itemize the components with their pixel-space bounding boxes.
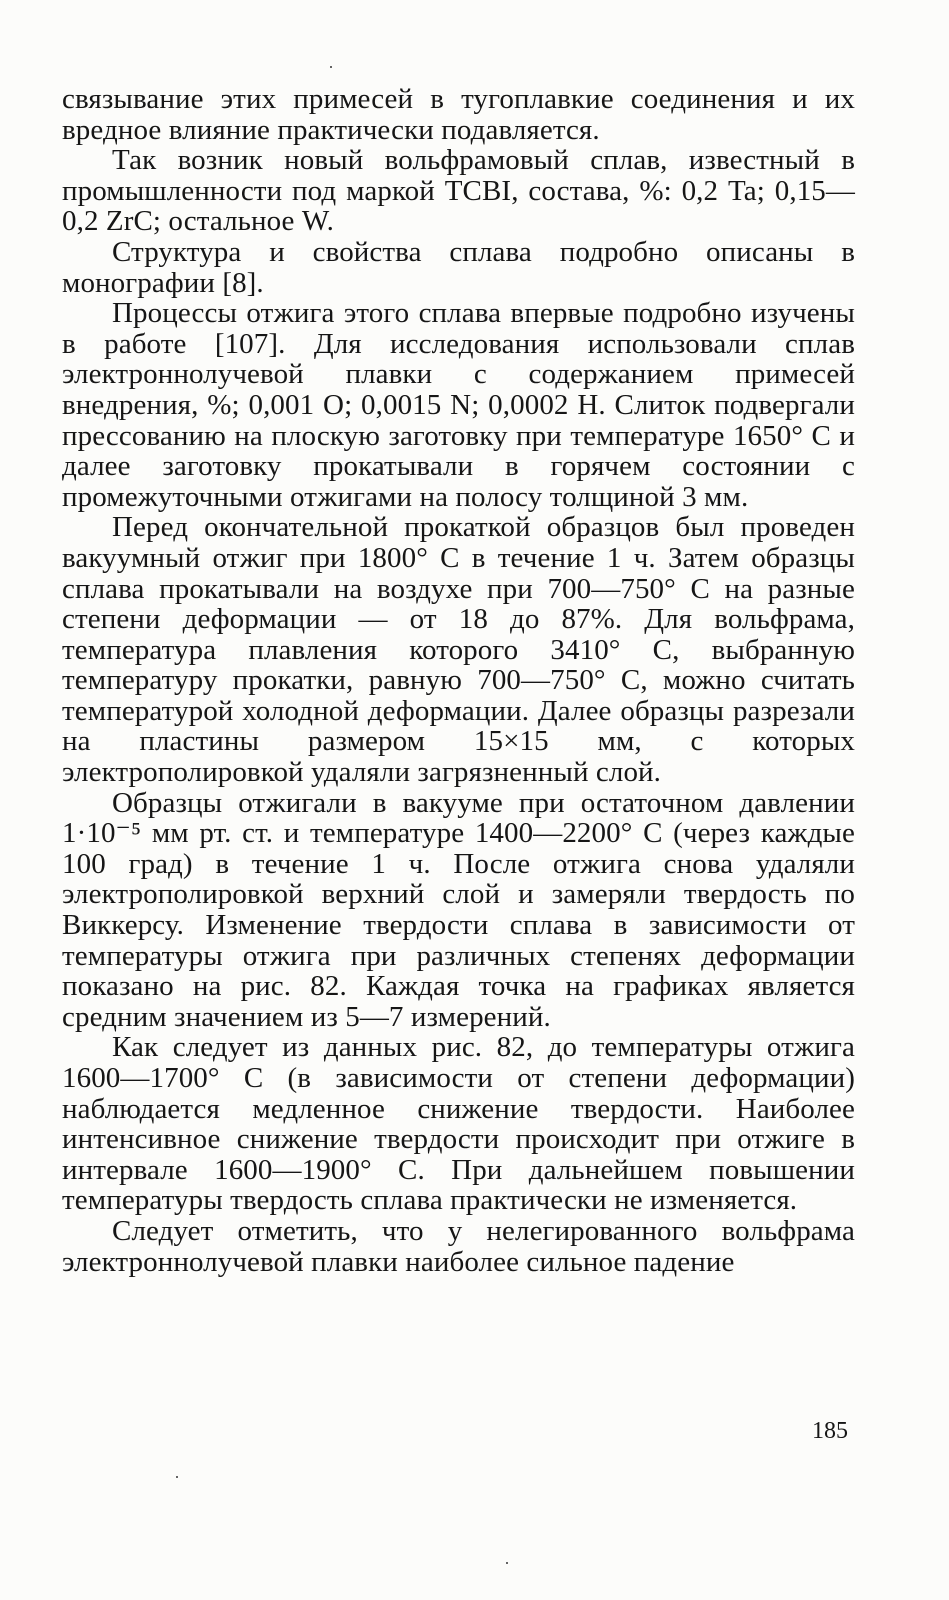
- paragraph-7: Как следует из данных рис. 82, до температуры отжига 1600—1700° C (в зависимости от степени деформации) наблюдается медленное снижение твердости. Наиболее интенсивное снижение твердости происходит при отжиге в интервале 1600—1900° C. При дальнейшем повышении температуры твердость сплава практически не изменяется.: [62, 1031, 855, 1217]
- paragraph-8: Следует отметить, что у нелегированного вольфрама электроннолучевой плавки наиболее сильное падение: [62, 1214, 855, 1278]
- page-number: 185: [812, 1418, 848, 1444]
- scan-speck: [330, 66, 332, 68]
- scan-speck: [506, 1562, 508, 1564]
- paragraph-3: Структура и свойства сплава подробно описаны в монографии [8].: [62, 235, 855, 299]
- paragraph-1: связывание этих примесей в тугоплавкие соединения и их вредное влияние практически подавляется.: [62, 83, 855, 146]
- paragraph-4: Процессы отжига этого сплава впервые подробно изучены в работе [107]. Для исследования использовали сплав электроннолучевой плавки с содержанием примесей внедрения, %; 0,001 O; 0,0015 N; 0,0002 H. Слиток подвергали прессованию на плоскую заготовку при температуре 1650° C и далее заготовку прокатывали в горячем состоянии с промежуточными отжигами на полосу толщиной 3 мм.: [62, 297, 855, 513]
- paragraph-5: Перед окончательной прокаткой образцов был проведен вакуумный отжиг при 1800° C в течение 1 ч. Затем образцы сплава прокатывали на воздухе при 700—750° C на разные степени деформации — от 18 до 87%. Для вольфрама, температура плавления которого 3410° C, выбранную температуру прокатки, равную 700—750° C, можно считать температурой холодной деформации. Далее образцы разрезали на пластины размером 15×15 мм, с которых электрополировкой удаляли загрязненный слой.: [62, 511, 855, 789]
- paragraph-2: Так возник новый вольфрамовый сплав, известный в промышленности под маркой ТСВI, состава, %: 0,2 Ta; 0,15—0,2 ZrC; остальное W.: [62, 144, 855, 238]
- paragraph-6: Образцы отжигали в вакууме при остаточном давлении 1·10⁻⁵ мм рт. ст. и температуре 1400—2200° C (через каждые 100 град) в течение 1 ч. После отжига снова удаляли электрополировкой верхний слой и замеряли твердость по Виккерсу. Изменение твердости сплава в зависимости от температуры отжига при различных степенях деформации показано на рис. 82. Каждая точка на графиках является средним значением из 5—7 измерений.: [62, 786, 855, 1033]
- body-text: [62, 84, 855, 1277]
- scan-speck: [176, 1476, 178, 1478]
